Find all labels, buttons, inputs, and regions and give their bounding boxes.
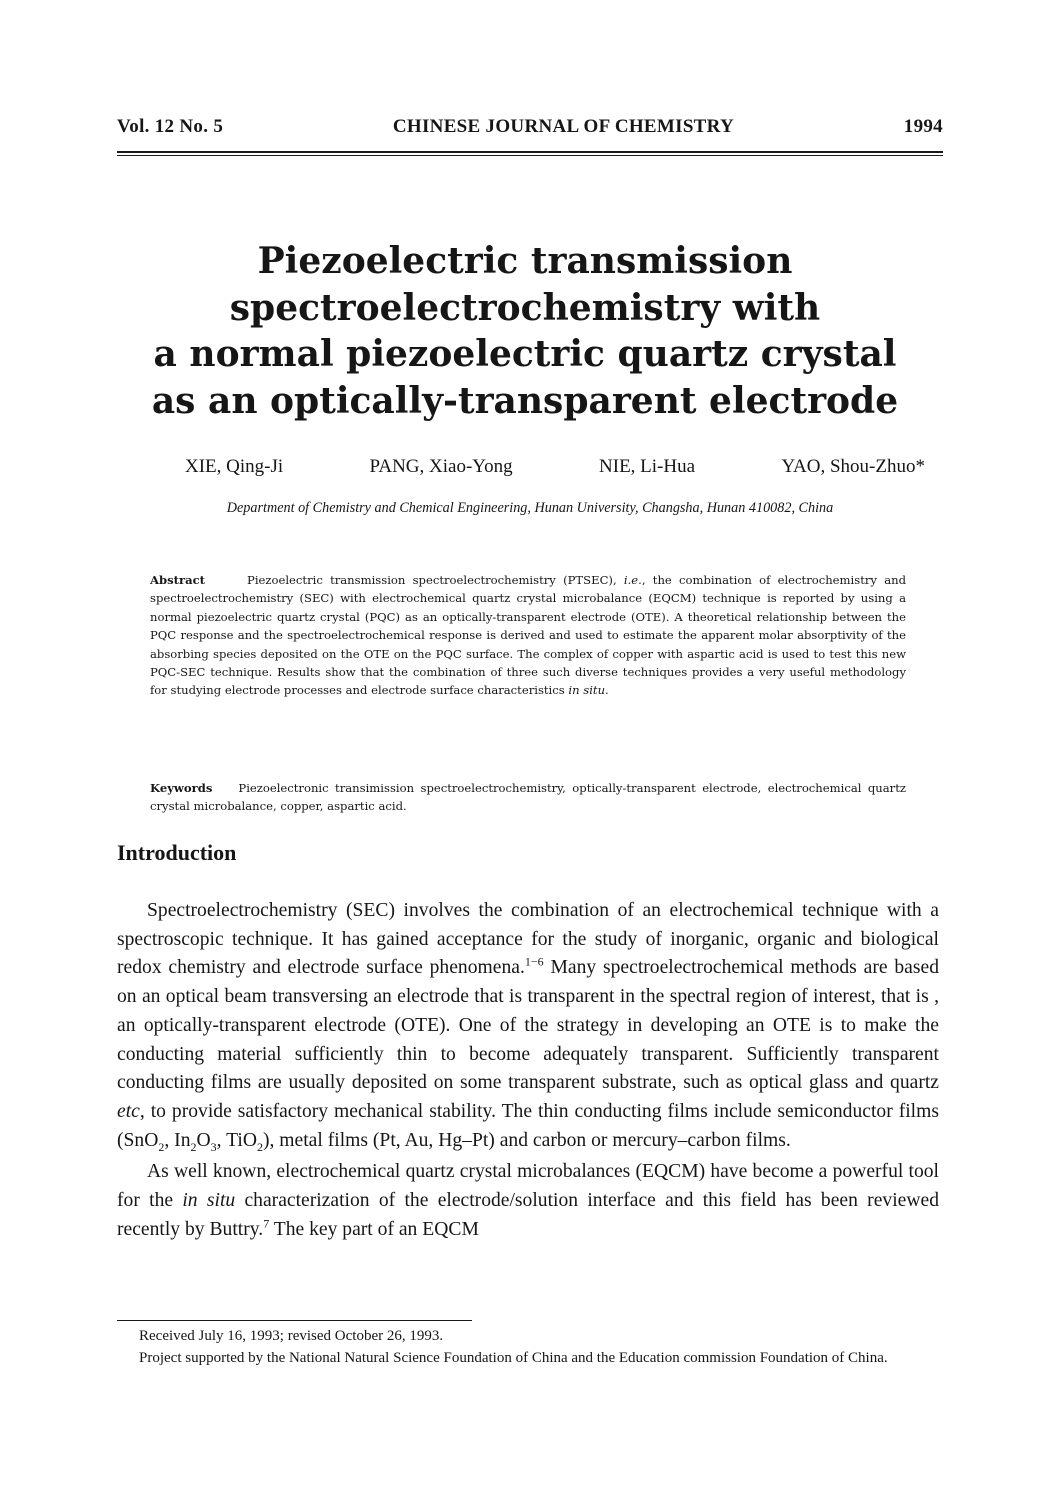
abstract-text: , the combination of electrochemistry and spectroelectrochemistry (SEC) with electrochemical quartz crystal microbalance (EQCM) technique is reported by using a normal piezoelectric quartz crystal (PQC) as an optically-transparent electrode (OTE). A theoretical relationship between the PQC response and the spectroelectrochemical response is derived and used to estimate the apparent molar absorptivity of the absorbing species deposited on the OTE on the PQC surface. The complex of copper with aspartic acid is used to test this new PQC-SEC technique. Results show that the combination of three such diverse techniques provides a very useful methodology for studying electrode processes and electrode surface characteristics [150,573,906,698]
author: PANG, Xiao-Yong [369,456,513,477]
title-line: a normal piezoelectric quartz crystal [153,333,897,375]
abstract-text: Piezoelectric transmission spectroelectrochemistry (PTSEC), [247,573,624,587]
footnote-rule [117,1320,472,1321]
header-rule-bottom [117,155,943,156]
subscript: 2 [158,1139,165,1154]
text-run: ), metal films (Pt, Au, Hg–Pt) and carbon or mercury–carbon films. [262,1129,791,1151]
author: XIE, Qing-Ji [185,456,284,477]
subscript: 2 [190,1139,197,1154]
volume-issue: Vol. 12 No. 5 [117,116,224,137]
text-run: , TiO [216,1129,257,1151]
running-header [117,116,943,138]
footnote-funding: Project supported by the National Natural Science Foundation of China and the Education commission Foundation of China. [139,1349,888,1366]
citation: 1−6 [524,954,544,969]
text-run: The key part of an EQCM [269,1218,479,1240]
keywords [150,779,906,816]
text-run: Spectroelectrochemistry (SEC) involves the combination of an electrochemical technique with a spectroscopic technique. It has gained acceptance for the study of inorganic, organic and biological redox chemistry and electrode surface phenomena. [117,900,939,979]
abstract-label: Abstract [150,573,206,587]
journal-name: CHINESE JOURNAL OF CHEMISTRY [392,116,735,137]
abstract-in-situ: in situ [568,683,606,698]
keywords-text: Piezoelectronic transimission spectroelectrochemistry, optically-transparent electrode, electrochemical quartz crystal microbalance, copper, aspartic acid. [150,781,906,814]
subscript: 3 [210,1139,217,1154]
text-run-italic: etc [117,1100,140,1122]
year: 1994 [903,116,943,137]
abstract-end: . [605,683,609,698]
footnote-received: Received July 16, 1993; revised October 26, 1993. [139,1328,444,1344]
author-list [185,456,925,478]
citation: 7 [263,1216,270,1231]
subscript: 2 [256,1139,263,1154]
title-line: as an optically-transparent electrode [151,379,899,422]
keywords-label: Keywords [150,781,213,795]
title-line: spectroelectrochemistry with [229,286,821,329]
title-line: Piezoelectric transmission [257,240,793,282]
paragraph [117,897,939,1155]
footnotes [117,1326,939,1369]
introduction-body [117,897,939,1244]
author: NIE, Li-Hua [599,456,696,477]
text-run: , In [164,1129,191,1151]
paragraph [117,1158,939,1244]
article-title [100,238,950,424]
section-heading: Introduction [117,840,237,865]
text-run: As well known, electrochemical quartz crystal microbalances (EQCM) have become a powerful tool for the [117,1161,939,1212]
author: YAO, Shou-Zhuo* [781,456,925,477]
text-run-italic: in situ [182,1190,236,1212]
abstract-ie: i.e. [623,573,642,587]
abstract [150,571,906,700]
text-run: characterization of the electrode/solution interface and this field has been reviewed recently by Buttry. [117,1190,939,1240]
text-run: , to provide satisfactory mechanical stability. The thin conducting films include semiconductor films (SnO [117,1100,939,1151]
text-run: Many spectroelectrochemical methods are based on an optical beam transversing an electrode that is transparent in the spectral region of interest, that is , an optically-transparent electrode (OTE). One of the strategy in developing an OTE is to make the conducting material sufficiently thin to become adequately transparent. Sufficiently transparent conducting films are usually deposited on some transparent substrate, such as optical glass and quartz [117,957,939,1094]
affiliation: Department of Chemistry and Chemical Engineering, Hunan University, Changsha, Hunan 410082, China [226,500,834,516]
text-run: O [196,1129,211,1151]
header-rule-top [117,151,943,153]
